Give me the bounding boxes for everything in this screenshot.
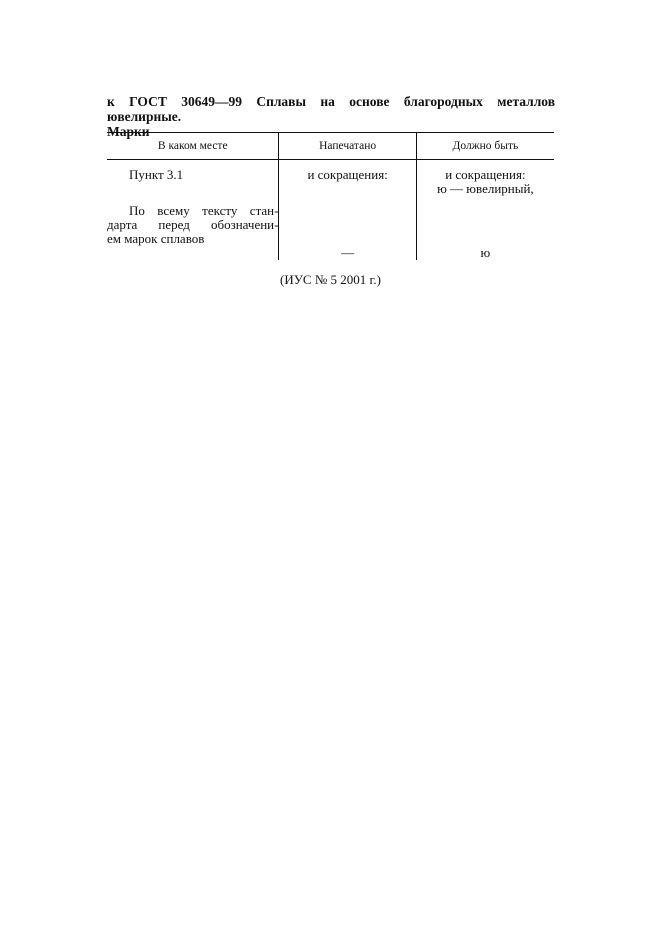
amendment-title-line-1: к ГОСТ 30649—99 Сплавы на основе благородных металлов ювелирные. (107, 94, 555, 124)
cell-place: Пункт 3.1 (129, 167, 184, 182)
header-place: В каком месте (107, 133, 279, 160)
cell-should-be: ю (416, 204, 554, 260)
table-header-row (107, 133, 554, 160)
cell-printed: и сокращения: (279, 160, 416, 205)
table-row (107, 160, 554, 205)
cell-should-be-line-1: и сокращения: (445, 167, 526, 182)
header-should-be: Должно быть (416, 133, 554, 160)
amendment-table (107, 132, 554, 260)
table-row (107, 204, 554, 260)
cell-place-line-2: дарта перед обозначени- (107, 217, 279, 232)
header-printed: Напечатано (279, 133, 416, 160)
amendment-title-line-2: Марки (107, 124, 150, 139)
source-reference-text: (ИУС № 5 2001 г.) (280, 272, 381, 287)
cell-should-be (416, 160, 554, 205)
cell-place (107, 204, 279, 260)
cell-place-line-1: По всему тексту стан- (129, 203, 279, 218)
table-header (107, 133, 554, 160)
cell-place-line-3: ем марок сплавов (107, 231, 205, 246)
cell-printed: — (279, 204, 416, 260)
source-reference (0, 272, 661, 288)
cell-should-be-line-2: ю — ювелирный, (437, 181, 534, 196)
table-body (107, 160, 554, 261)
